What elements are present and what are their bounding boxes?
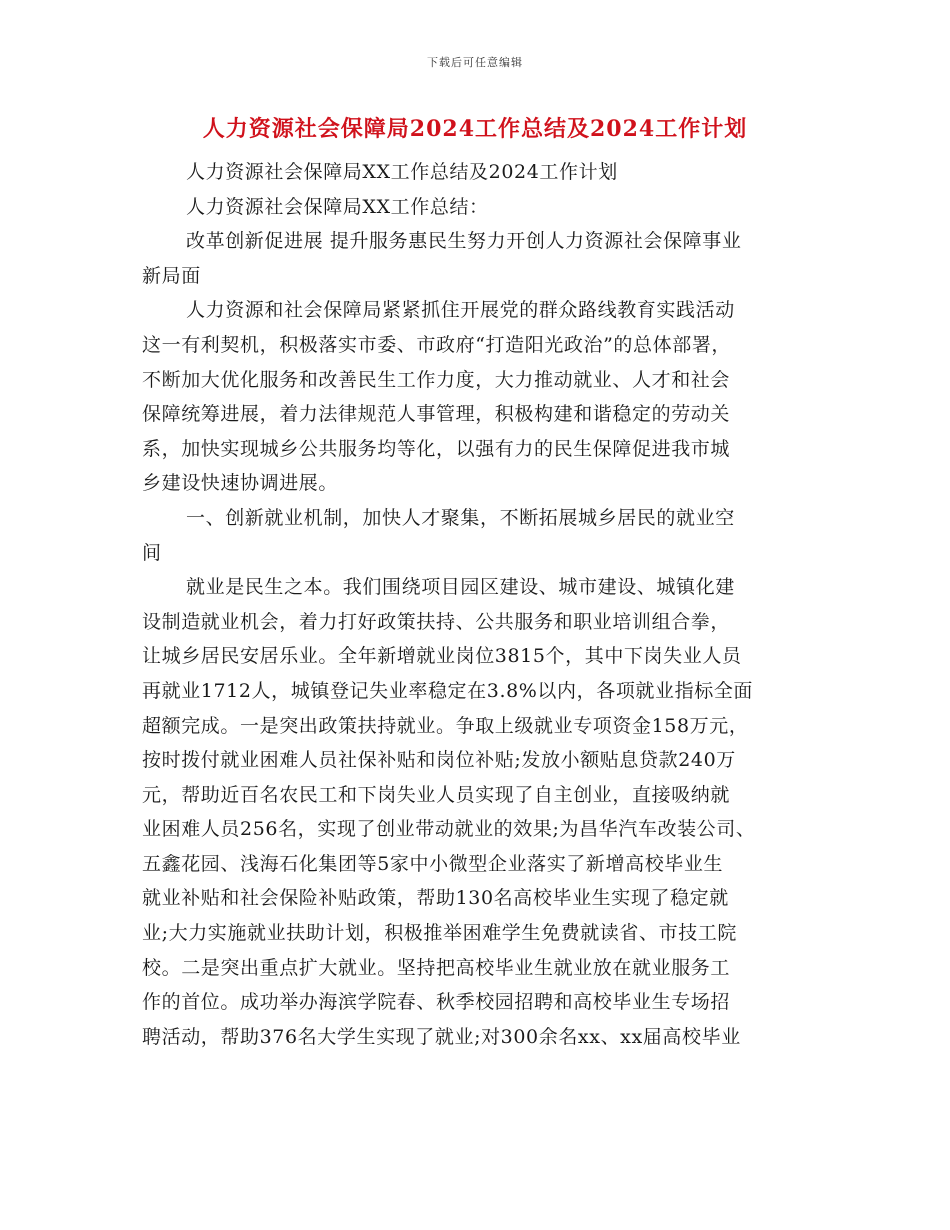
text-line: 设制造就业机会，着力打好政策扶持、公共服务和职业培训组合拳，	[142, 610, 731, 633]
text-line: 按时拨付就业困难人员社保补贴和岗位补贴;发放小额贴息贷款240万	[142, 749, 736, 772]
text-line: 不断加大优化服务和改善民生工作力度，大力推动就业、人才和社会	[142, 368, 731, 391]
text-line: 一、创新就业机制，加快人才聚集，不断拓展城乡居民的就业空	[186, 506, 735, 529]
document-body	[142, 155, 810, 1054]
text-line: 业;大力实施就业扶助计划，积极推举困难学生免费就读省、市技工院	[142, 922, 738, 945]
text-line: 人力资源社会保障局XX工作总结及2024工作计划	[186, 161, 618, 183]
text-line: 间	[142, 541, 162, 564]
text-line: 作的首位。成功举办海滨学院春、秋季校园招聘和高校毕业生专场招	[142, 991, 731, 1014]
text-line: 这一有利契机，积极落实市委、市政府“打造阳光政治”的总体部署，	[142, 333, 732, 356]
text-line: 五鑫花园、浅海石化集团等5家中小微型企业落实了新增高校毕业生	[142, 852, 724, 875]
text-line: 再就业1712人，城镇登记失业率稳定在3.8%以内，各项就业指标全面	[142, 679, 754, 702]
text-line: 新局面	[142, 264, 201, 287]
text-line: 让城乡居民安居乐业。全年新增就业岗位3815个，其中下岗失业人员	[142, 645, 742, 668]
text-line: 改革创新促进展 提升服务惠民生努力开创人力资源社会保障事业	[186, 230, 742, 253]
text-line: 人力资源社会保障局XX工作总结：	[186, 195, 489, 218]
text-line: 元，帮助近百名农民工和下岗失业人员实现了自主创业，直接吸纳就	[142, 783, 731, 806]
text-line: 系，加快实现城乡公共服务均等化，以强有力的民生保障促进我市城	[142, 437, 731, 460]
text-line: 聘活动，帮助376名大学生实现了就业;对300余名xx、xx届高校毕业	[142, 1025, 741, 1048]
text-line: 超额完成。一是突出政策扶持就业。争取上级就业专项资金158万元，	[142, 714, 749, 737]
text-line: 乡建设快速协调进展。	[142, 472, 339, 495]
header-note: 下载后可任意编辑	[427, 56, 523, 69]
text-line: 就业补贴和社会保险补贴政策，帮助130名高校毕业生实现了稳定就	[142, 887, 729, 910]
text-line: 人力资源和社会保障局紧紧抓住开展党的群众路线教育实践活动	[186, 299, 735, 322]
document-title: 人力资源社会保障局2024工作总结及2024工作计划	[202, 116, 748, 142]
text-line: 就业是民生之本。我们围绕项目园区建设、城市建设、城镇化建	[186, 576, 735, 599]
text-line: 业困难人员256名，实现了创业带动就业的效果;为昌华汽车改装公司、	[142, 818, 756, 841]
text-line: 保障统筹进展，着力法律规范人事管理，积极构建和谐稳定的劳动关	[142, 403, 731, 426]
text-line: 校。二是突出重点扩大就业。坚持把高校毕业生就业放在就业服务工	[142, 956, 731, 979]
